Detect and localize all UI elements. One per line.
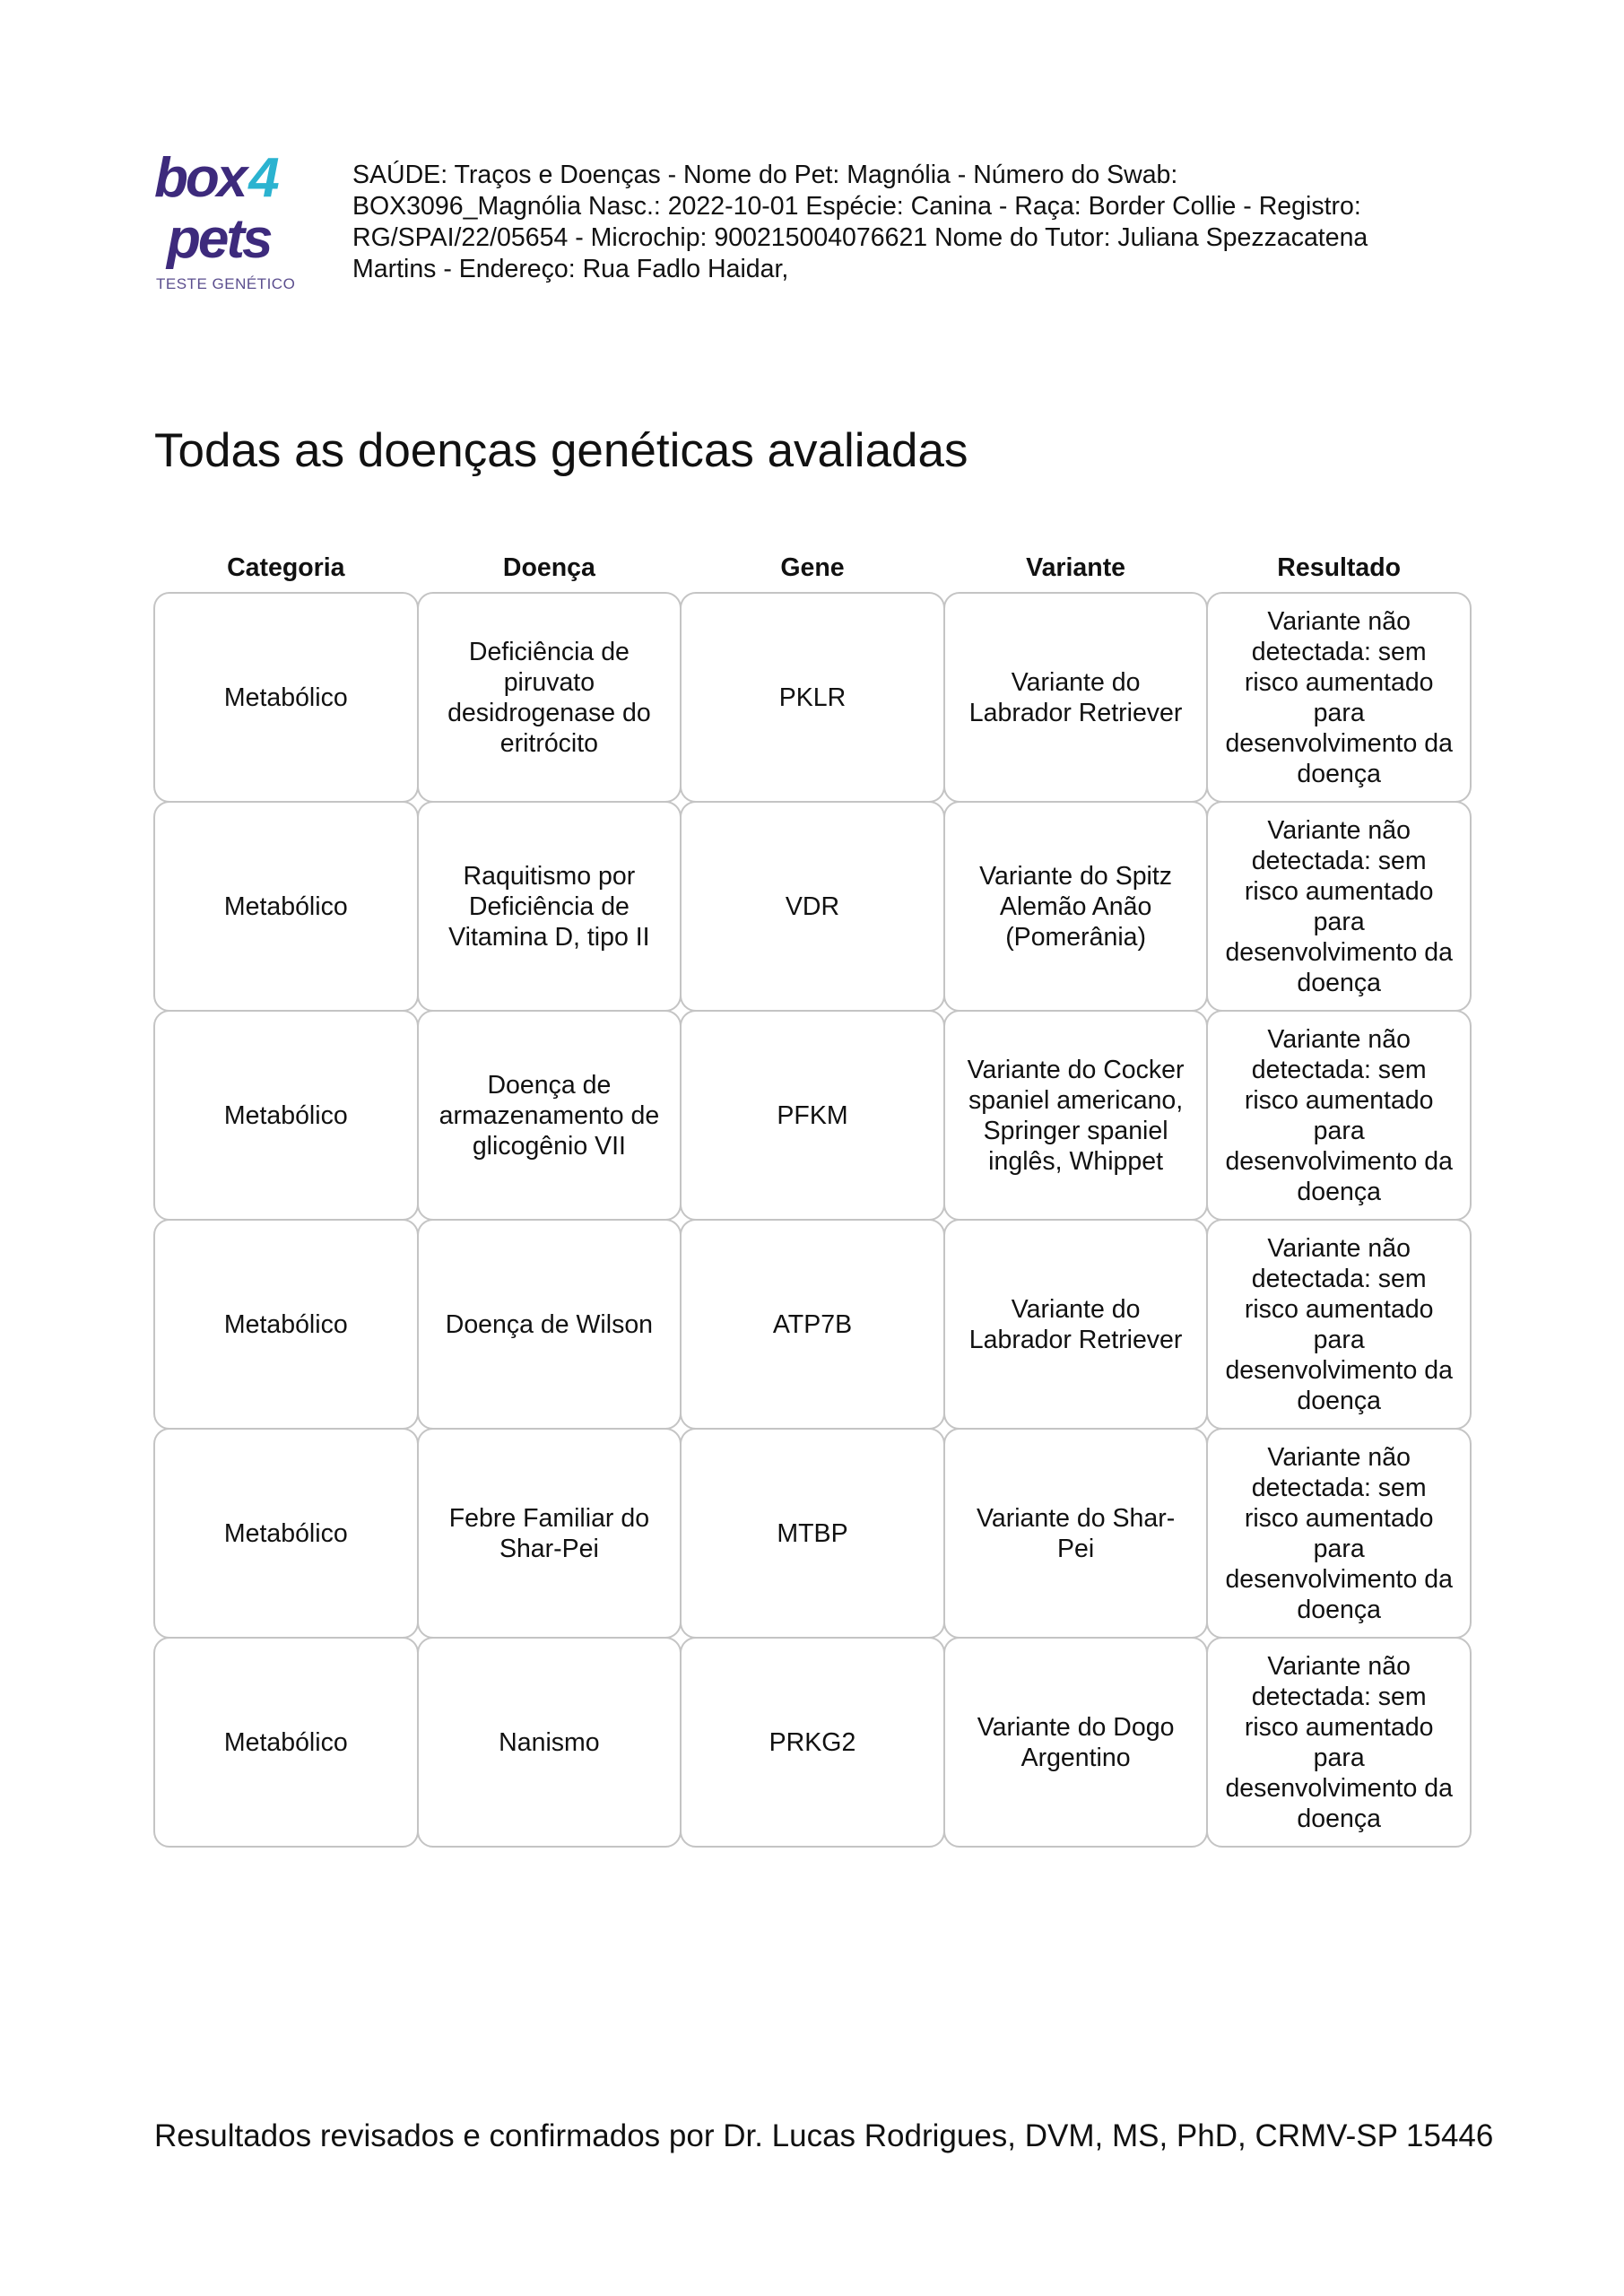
resultado-text: Variante não detectada: sem risco aumentado para desenvolvimento da doença [1225, 1651, 1453, 1833]
page-title: Todas as doenças genéticas avaliadas [154, 424, 968, 477]
categoria-text: Metabólico [223, 1518, 348, 1548]
cell-categoria [153, 1219, 419, 1430]
cell-variante [943, 1219, 1209, 1430]
cell-resultado [1206, 1010, 1472, 1221]
doenca-text: Febre Familiar do Shar-Pei [448, 1503, 650, 1563]
table-row [154, 1011, 1471, 1220]
pet-info-line: Martins - Endereço: Rua Fadlo Haidar, [352, 255, 789, 283]
resultado-text: Variante não detectada: sem risco aumentado para desenvolvimento da doença [1225, 1024, 1453, 1206]
pet-info-header [352, 160, 1482, 285]
gene-text: PRKG2 [769, 1727, 856, 1757]
cell-resultado [1206, 1637, 1472, 1848]
header-variante: Variante [1026, 553, 1126, 582]
doenca-text: Doença de armazenamento de glicogênio VII [439, 1070, 660, 1161]
cell-variante [943, 1010, 1209, 1221]
variante-text: Variante do Spitz Alemão Anão (Pomerânia) [979, 861, 1173, 952]
doenca-text: Deficiência de piruvato desidrogenase do eritrócito [447, 637, 651, 758]
categoria-text: Metabólico [223, 1727, 348, 1757]
cell-variante [943, 801, 1209, 1012]
cell-resultado [1206, 1428, 1472, 1639]
cell-doenca [417, 1637, 682, 1848]
logo-number-4: 4 [248, 147, 280, 209]
cell-gene [680, 1428, 945, 1639]
cell-variante [943, 1428, 1209, 1639]
cell-doenca [417, 1219, 682, 1430]
cell-gene [680, 801, 945, 1012]
cell-categoria [153, 1428, 419, 1639]
categoria-text: Metabólico [223, 1309, 348, 1339]
table-body [154, 593, 1471, 1847]
cell-resultado [1206, 592, 1472, 803]
resultado-text: Variante não detectada: sem risco aumentado para desenvolvimento da doença [1225, 1233, 1453, 1415]
cell-gene [680, 1219, 945, 1430]
logo-word-box: box [154, 147, 246, 209]
table-row [154, 1638, 1471, 1847]
categoria-text: Metabólico [223, 1100, 348, 1130]
header-resultado: Resultado [1277, 553, 1402, 582]
table-header [154, 543, 1471, 593]
table-row [154, 802, 1471, 1011]
cell-categoria [153, 592, 419, 803]
logo-top-row [154, 149, 280, 208]
doenca-text: Nanismo [499, 1727, 600, 1757]
footer-reviewer-note: Resultados revisados e confirmados por Dr. Lucas Rodrigues, DVM, MS, PhD, CRMV-SP 15446 [154, 2118, 1494, 2153]
header-categoria: Categoria [227, 553, 345, 582]
variante-text: Variante do Labrador Retriever [968, 1294, 1183, 1354]
variante-text: Variante do Shar-Pei [976, 1503, 1176, 1563]
resultado-text: Variante não detectada: sem risco aumentado para desenvolvimento da doença [1225, 606, 1453, 788]
cell-variante [943, 1637, 1209, 1848]
doenca-text: Raquitismo por Deficiência de Vitamina D, tipo II [448, 861, 650, 952]
header-doenca: Doença [502, 553, 595, 582]
categoria-text: Metabólico [223, 891, 348, 921]
cell-resultado [1206, 1219, 1472, 1430]
cell-doenca [417, 801, 682, 1012]
gene-text: PKLR [778, 683, 847, 712]
pet-info-line: BOX3096_Magnólia Nasc.: 2022-10-01 Espécie: Canina - Raça: Border Collie - Registro: [352, 192, 1361, 221]
cell-variante [943, 592, 1209, 803]
cell-categoria [153, 1637, 419, 1848]
cell-categoria [153, 1010, 419, 1221]
pet-info-line: SAÚDE: Traços e Doenças - Nome do Pet: Magnólia - Número do Swab: [352, 161, 1178, 189]
cell-gene [680, 1010, 945, 1221]
variante-text: Variante do Cocker spaniel americano, Springer spaniel inglês, Whippet [967, 1055, 1185, 1176]
variante-text: Variante do Labrador Retriever [968, 667, 1183, 727]
resultado-text: Variante não detectada: sem risco aumentado para desenvolvimento da doença [1225, 1442, 1453, 1624]
diseases-table [154, 543, 1471, 1847]
logo-word-pets: pets [167, 208, 271, 270]
doenca-text: Doença de Wilson [445, 1309, 654, 1339]
gene-text: PFKM [777, 1100, 848, 1130]
table-row [154, 1220, 1471, 1429]
logo-tagline: TESTE GENÉTICO [156, 275, 296, 292]
cell-resultado [1206, 801, 1472, 1012]
cell-doenca [417, 1428, 682, 1639]
box4pets-logo [154, 149, 325, 301]
gene-text: ATP7B [772, 1309, 853, 1339]
table-row [154, 593, 1471, 802]
cell-gene [680, 592, 945, 803]
gene-text: MTBP [777, 1518, 848, 1548]
variante-text: Variante do Dogo Argentino [977, 1712, 1175, 1772]
table-row [154, 1429, 1471, 1638]
cell-doenca [417, 592, 682, 803]
gene-text: VDR [785, 891, 840, 921]
categoria-text: Metabólico [223, 683, 348, 712]
resultado-text: Variante não detectada: sem risco aumentado para desenvolvimento da doença [1225, 815, 1453, 997]
header-gene: Gene [780, 553, 845, 582]
cell-gene [680, 1637, 945, 1848]
pet-info-line: RG/SPAI/22/05654 - Microchip: 900215004076621 Nome do Tutor: Juliana Spezzacatena [352, 223, 1368, 252]
cell-categoria [153, 801, 419, 1012]
cell-doenca [417, 1010, 682, 1221]
